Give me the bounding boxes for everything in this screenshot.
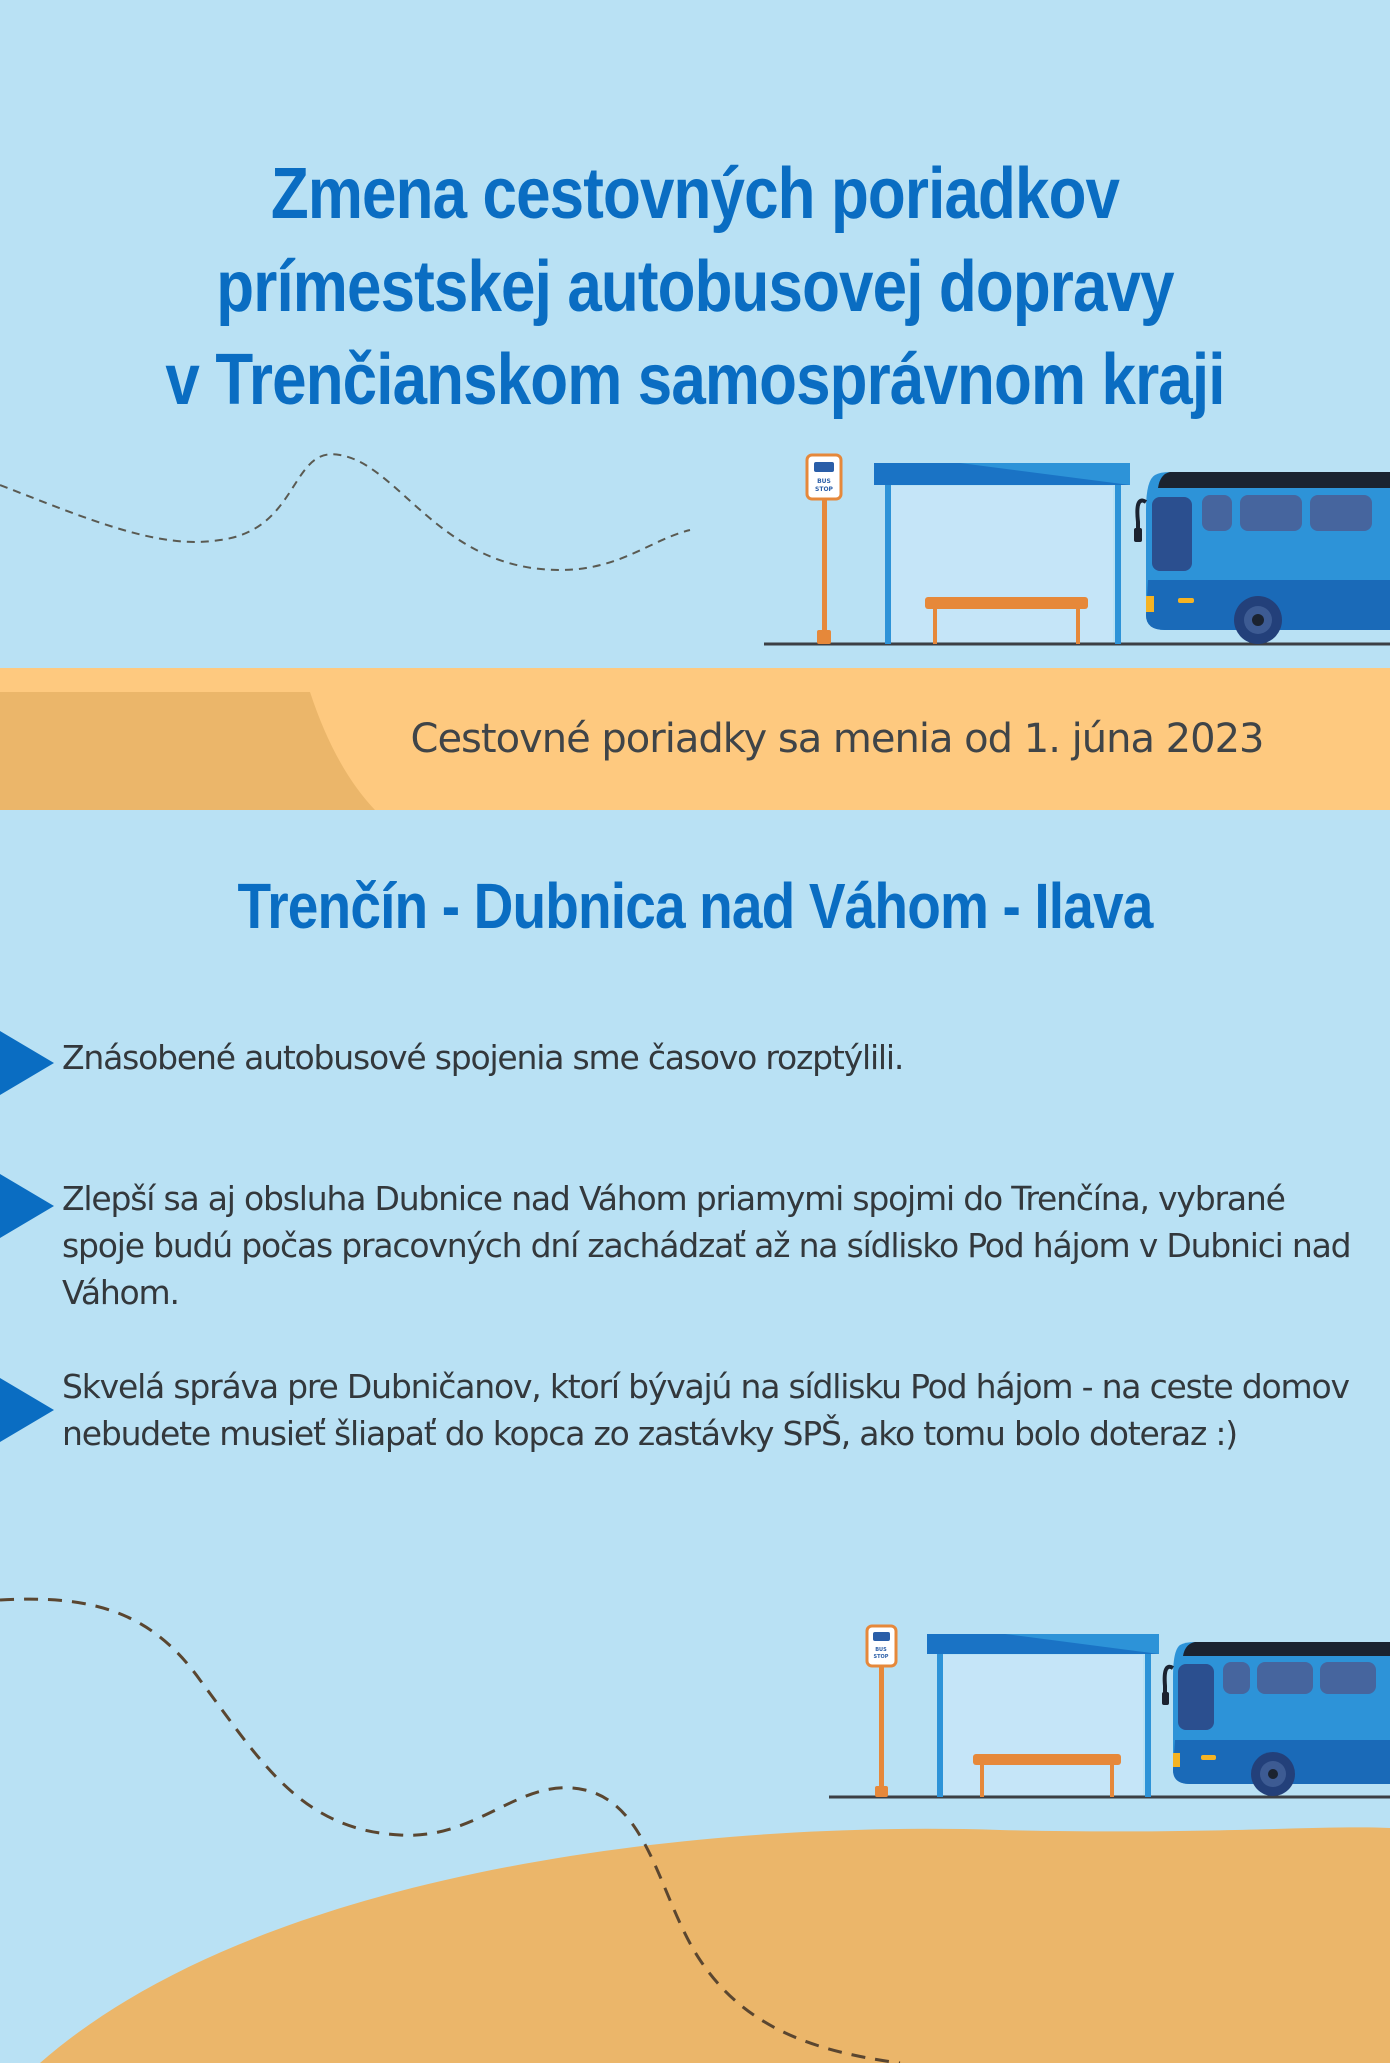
bus-icon [1134, 472, 1390, 644]
arrow-icon [0, 1031, 54, 1095]
bullet-text-1: Znásobené autobusové spojenia sme časovo rozptýlili. [62, 1038, 904, 1077]
page-title [97, 148, 1292, 427]
bus-stop-sign-line1: BUS [875, 1647, 887, 1653]
bullet-text-2: Zlepší sa aj obsluha Dubnice nad Váhom priamymi spojmi do Trenčína, vybrané spoje budú počas pracovných dní zachádzať až na sídlisko Pod hájom v Dubnici nad Váhom. [62, 1179, 1351, 1312]
bus-stop-sign-icon [867, 1626, 896, 1666]
arrow-icon [0, 1378, 54, 1442]
bus-shelter-icon [927, 1634, 1159, 1797]
banner-text: Cestovné poriadky sa menia od 1. júna 2023 [410, 716, 1264, 762]
route-title: Trenčín - Dubnica nad Váhom - Ilava [237, 870, 1153, 942]
bus-stop-sign-line1: BUS [817, 478, 831, 485]
title-line-1: Zmena cestovných poriadkov [270, 154, 1120, 234]
dashed-path-top [0, 430, 720, 600]
bus-icon [1162, 1642, 1390, 1796]
bullet-text-3: Skvelá správa pre Dubničanov, ktorí bývajú na sídlisku Pod hájom - na ceste domov nebudete musieť šliapať do kopca zo zastávky SPŠ, ako tomu bolo doteraz :) [62, 1367, 1349, 1453]
title-line-3: v Trenčianskom samosprávnom kraji [165, 340, 1225, 420]
bus-stop-scene-bottom [825, 1622, 1390, 1802]
bus-stop-sign-icon [807, 455, 841, 499]
arrow-icon [0, 1174, 54, 1238]
bus-stop-sign-line2: STOP [873, 1654, 889, 1660]
bus-stop-scene-top [760, 450, 1390, 650]
bus-shelter-icon [874, 463, 1130, 644]
title-line-2: prímestskej autobusovej dopravy [216, 247, 1174, 327]
bus-stop-sign-line2: STOP [815, 486, 833, 493]
